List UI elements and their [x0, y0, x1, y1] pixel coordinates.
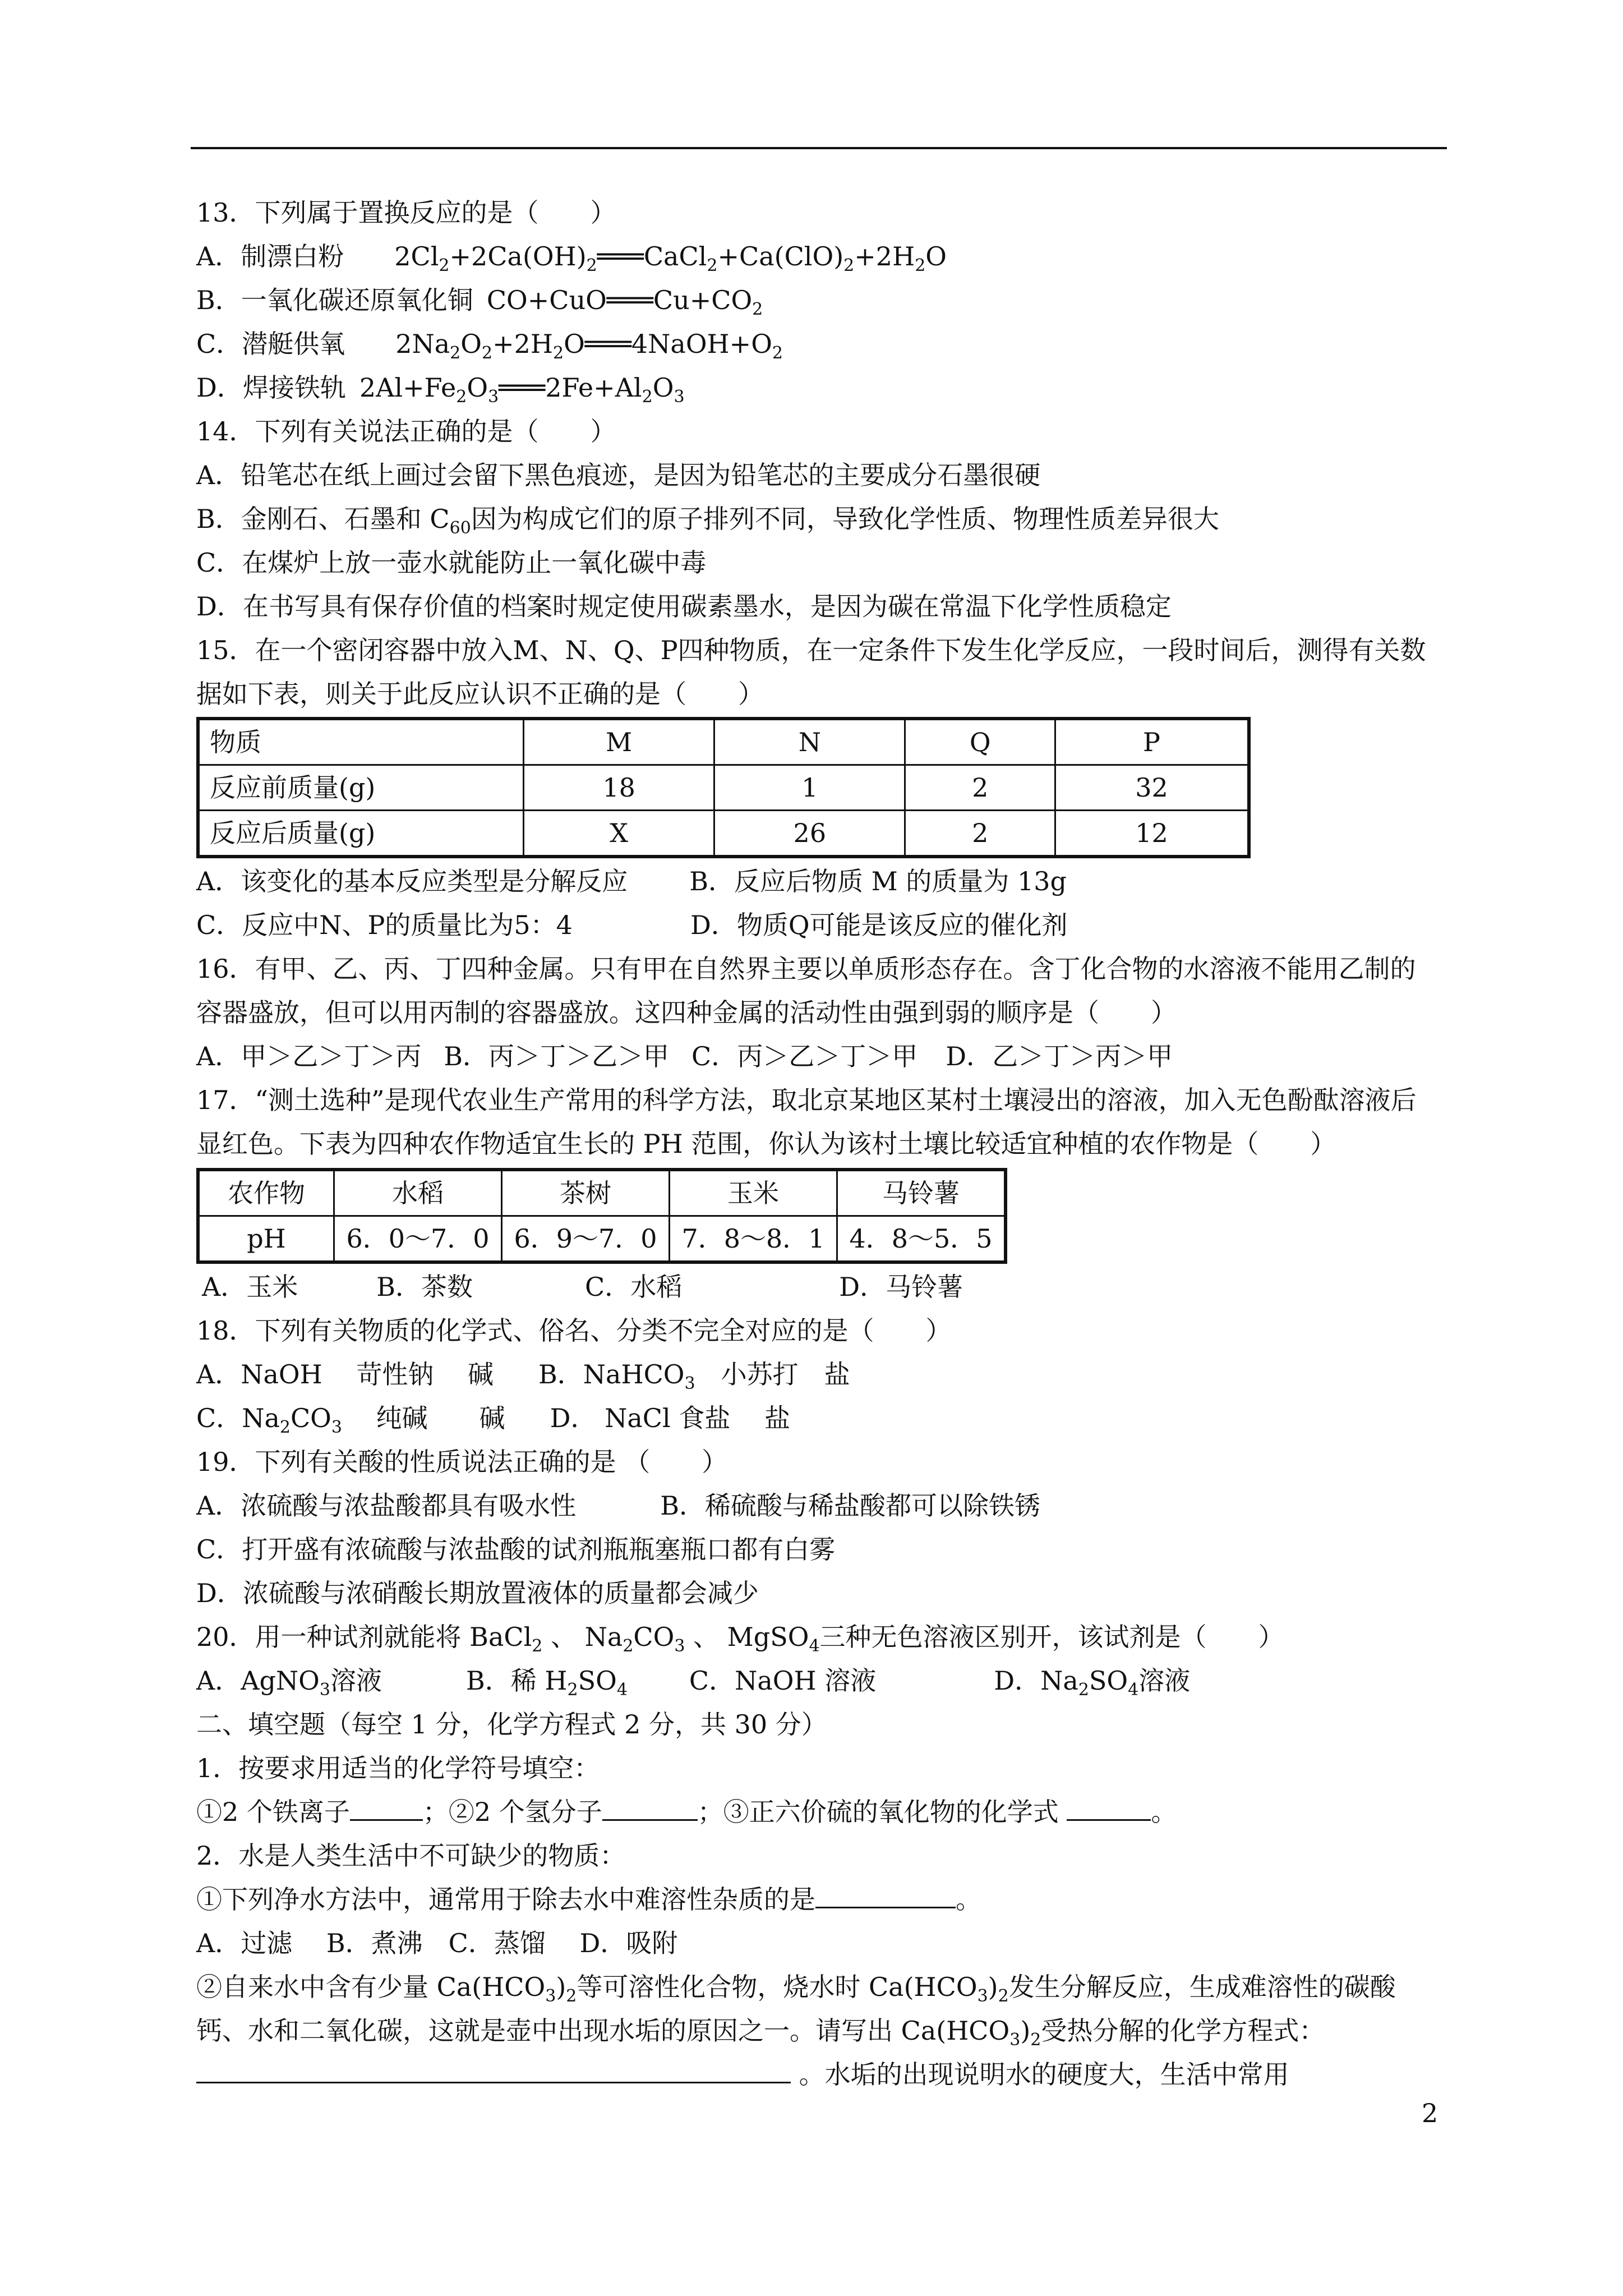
table-row: 反应后质量(g) X 26 2 12	[198, 811, 1249, 857]
exam-page	[196, 191, 1441, 2096]
q19-option-d: D．浓硫酸与浓硝酸长期放置液体的质量都会减少	[196, 1578, 759, 1608]
q15-stem: 15．在一个密闭容器中放入M、N、Q、P四种物质，在一定条件下发生化学反应，一段时间后，测得有关数据如下表，则关于此反应认识不正确的是（ ）	[196, 635, 1426, 709]
q16-options: A．甲＞乙＞丁＞丙 B．丙＞丁＞乙＞甲 C．丙＞乙＞丁＞甲 D．乙＞丁＞丙＞甲	[196, 1041, 1173, 1071]
q13-option-b: B．一氧化碳还原氧化铜 $CO+CuO═══Cu+CO_2$	[196, 285, 763, 319]
q14-option-d: D．在书写具有保存价值的档案时规定使用碳素墨水，是因为碳在常温下化学性质稳定	[196, 591, 1172, 622]
q17-ph-table	[196, 1168, 1007, 1264]
q17-stem: 17．“测土选种”是现代农业生产常用的科学方法，取北京某地区某村土壤浸出的溶液，加入无色酚酞溶液后显红色。下表为四种农作物适宜生长的 PH 范围，你认为该村土壤比较适宜种植的农作物是（ ）	[196, 1085, 1417, 1159]
q14-option-b: B．金刚石、石墨和 $C_{60}$因为构成它们的原子排列不同，导致化学性质、物理性质差异很大	[196, 504, 1219, 538]
q19-option-c: C．打开盛有浓硫酸与浓盐酸的试剂瓶瓶塞瓶口都有白雾	[196, 1534, 836, 1565]
q18-stem: 18．下列有关物质的化学式、俗名、分类不完全对应的是（ ）	[196, 1315, 952, 1346]
p2-q2: ②自来水中含有少量 $Ca(HCO_3)_2$等可溶性化合物，烧水时 $Ca(HCO_3)_2$发生分解反应，生成难溶性的碳酸钙、水和二氧化碳，这就是壶中出现水垢的原因之一。请写出 $Ca(HCO_3)_2$受热分解的化学方程式： 。水垢的出现说明水的硬度大，生活中常用	[196, 1972, 1396, 2090]
q18-options-ab: A．NaOH 苛性钠 碱 B．NaHCO$_3$ 小苏打 盐	[196, 1359, 850, 1393]
p2-stem: 2．水是人类生活中不可缺少的物质：	[196, 1841, 626, 1871]
answer-blank[interactable]	[1067, 1790, 1151, 1821]
q14-stem: 14．下列有关说法正确的是（ ）	[196, 416, 616, 447]
q16-stem: 16．有甲、乙、丙、丁四种金属。只有甲在自然界主要以单质形态存在。含丁化合物的水溶液不能用乙制的容器盛放，但可以用丙制的容器盛放。这四种金属的活动性由强到弱的顺序是（ ）	[196, 954, 1416, 1028]
table-row: pH 6．0～7．0 6．9～7．0 7．8～8．1 4．8～5．5	[198, 1216, 1006, 1263]
q15-mass-table	[196, 717, 1251, 858]
table-row: 物质 M N Q P	[198, 719, 1249, 765]
q14-option-c: C．在煤炉上放一壶水就能防止一氧化碳中毒	[196, 547, 707, 578]
header-rule	[191, 147, 1447, 149]
q20-options: A．AgNO$_3$溶液 B．稀 $H_2SO_4$ C．NaOH 溶液 D．$Na_2SO_4$溶液	[196, 1665, 1191, 1700]
answer-blank[interactable]	[602, 1790, 698, 1821]
table-row: 反应前质量(g) 18 1 2 32	[198, 765, 1249, 811]
section2-title: 二、填空题（每空 1 分，化学方程式 2 分，共 30 分）	[196, 1709, 827, 1740]
q20-stem: 20．用一种试剂就能将 BaCl$_2$ 、 $Na_2CO_3$ 、 MgSO$_4$三种无色溶液区别开，该试剂是（ ）	[196, 1622, 1284, 1656]
q19-stem: 19．下列有关酸的性质说法正确的是 （ ）	[196, 1447, 728, 1477]
p2-q1: ①下列净水方法中，通常用于除去水中难溶性杂质的是 。	[196, 1878, 1441, 1921]
q15-options-ab: A．该变化的基本反应类型是分解反应 B．反应后物质 M 的质量为 13g	[196, 866, 1067, 896]
equation-blank[interactable]	[196, 2053, 791, 2083]
q17-options: A．玉米 B．茶数 C．水稻 D．马铃薯	[202, 1272, 963, 1302]
q18-options-cd: C．$Na_2CO_3$ 纯碱 碱 D． NaCl 食盐 盐	[196, 1403, 790, 1437]
p2-options: A．过滤 B．煮沸 C．蒸馏 D．吸附	[196, 1928, 678, 1958]
answer-blank[interactable]	[815, 1878, 956, 1908]
q13-option-a: A．制漂白粉 $2Cl_2+2Ca(OH)_2═══CaCl_2+Ca(ClO)_2+2H_2O$	[196, 241, 947, 275]
q14-option-a: A．铅笔芯在纸上画过会留下黑色痕迹，是因为铅笔芯的主要成分石墨很硬	[196, 460, 1041, 490]
q13-stem: 13．下列属于置换反应的是（ ）	[196, 197, 616, 228]
q19-options-ab: A．浓硫酸与浓盐酸都具有吸水性 B．稀硫酸与稀盐酸都可以除铁锈	[196, 1490, 1041, 1521]
table-row: 农作物 水稻 茶树 玉米 马铃薯	[198, 1170, 1006, 1216]
page-number: 2	[1422, 2098, 1438, 2128]
p1-blanks: ①2 个铁离子 ；②2 个氢分子 ；③正六价硫的氧化物的化学式 。	[196, 1790, 1441, 1834]
answer-blank[interactable]	[350, 1790, 423, 1821]
p1-stem: 1．按要求用适当的化学符号填空：	[196, 1753, 600, 1783]
q15-options-cd: C．反应中N、P的质量比为5：4 D．物质Q可能是该反应的催化剂	[196, 910, 1068, 940]
q13-option-c: C．潜艇供氧 $2Na_2O_2+2H_2O═══4NaOH+O_2$	[196, 329, 783, 363]
q13-option-d: D．焊接铁轨 $2Al+Fe_2O_3═══2Fe+Al_2O_3$	[196, 372, 685, 407]
